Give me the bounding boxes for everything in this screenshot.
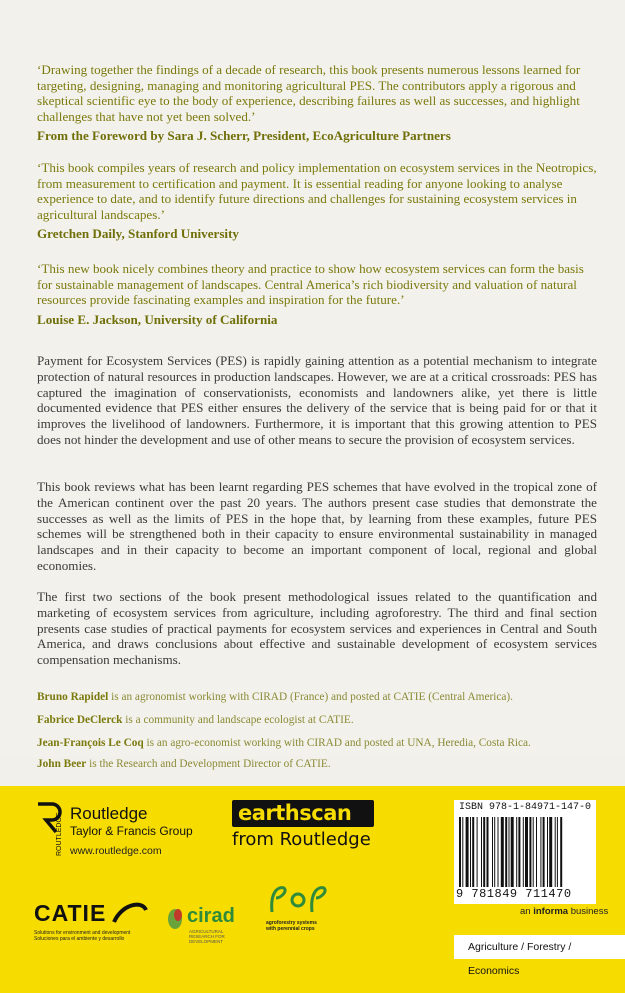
cirad-logo [165, 905, 235, 944]
cirad-leaf-icon [165, 905, 185, 931]
author-bio-3 [37, 736, 607, 750]
informa-tagline: an informa business [520, 906, 609, 917]
author-description: is an agronomist working with CIRAD (France) and posted at CATIE (Central America). [108, 691, 513, 703]
author-bio-4 [37, 757, 607, 771]
subject-category: Agriculture / Forestry / Economics [454, 935, 625, 959]
endorsement-quote-3 [37, 261, 597, 327]
author-name: Fabrice DeClerck [37, 714, 123, 726]
isbn-number: 9 781849 711470 [456, 887, 572, 901]
author-description: is the Research and Development Director of CATIE. [86, 758, 331, 770]
author-name: Jean-François Le Coq [37, 737, 144, 749]
quote-attribution: Louise E. Jackson, University of California [37, 311, 278, 327]
catie-logo [34, 900, 154, 960]
routledge-url[interactable]: www.routledge.com [70, 845, 162, 857]
routledge-group: Taylor & Francis Group [70, 824, 193, 838]
quote-text: ‘This new book nicely combines theory and practice to show how ecosystem services can form the basis for sustainable management of landscapes. Central America’s rich biodiversity and valuation of natural resources provide fascinating examples and inspiration for the future.’ [37, 261, 584, 308]
description-paragraph-2: This book reviews what has been learnt regarding PES schemes that have evolved in the tropical zone of the American continent over the past 20 years. The authors present case studies that demonstrate the successes as well as the limits of PES in the hope that, by learning from these examples, future PES schemes will be strengthened both in their capacity to ensure environmental sustainability in managed landscapes and in their capacity to become an important component of local, regional and global economies. [37, 479, 597, 573]
earthscan-subtitle: from Routledge [232, 829, 371, 850]
description-paragraph-3: The first two sections of the book present methodological issues related to the quantification and marketing of ecosystem services from agriculture, including agroforestry. The third and final section presents case studies of practical payments for ecosystem services and experiences in Central and South America, and draws conclusions about effective and sustainable development of ecosystem services compensation mechanisms. [37, 589, 597, 668]
author-name: Bruno Rapidel [37, 691, 109, 703]
routledge-wordmark [70, 804, 193, 839]
author-description: is a community and landscape ecologist at CATIE. [122, 714, 354, 726]
cirad-tagline: AGRICULTURAL RESEARCH FOR DEVELOPMENT [189, 929, 225, 944]
endorsement-quote-1 [37, 62, 597, 144]
informa-brand: informa [533, 906, 569, 917]
earthscan-logo [232, 800, 374, 856]
author-bio-2 [37, 713, 607, 727]
quote-text: ‘This book compiles years of research and policy implementation on ecosystem services in the Neotropics, from measurement to certification and payment. It is essential reading for anyone looking to analyse experience to date, and to identify future directions and challenges for sustaining ecosystem services in agricultural landscapes.’ [37, 160, 597, 222]
pcp-tagline: agroforestry systems with perennial crops [266, 920, 317, 932]
catie-tagline-en: Solutions for environment and development [34, 930, 131, 936]
pcp-logo [264, 882, 334, 942]
quote-attribution: From the Foreword by Sara J. Scherr, President, EcoAgriculture Partners [37, 128, 451, 144]
author-bio-1 [37, 690, 607, 704]
cirad-name: cirad [187, 905, 235, 927]
routledge-vertical-label: ROUTLEDGE [56, 812, 63, 856]
isbn-barcode-box [454, 800, 596, 904]
routledge-logo-icon [34, 800, 64, 860]
description-paragraph-1: Payment for Ecosystem Services (PES) is rapidly gaining attention as a potential mechanism to integrate protection of natural resources in production landscapes. However, we are at a critical crossroads: PES has captured the imagination of conservationists, economists and landowners alike, yet there is little documented evidence that PES either ensures the delivery of the service that is being paid for or that it improves the livelihood of landowners. Furthermore, it is important that this growing attention to PES does not hinder the development and use of other means to secure the provision of ecosystem services. [37, 353, 597, 447]
quote-attribution: Gretchen Daily, Stanford University [37, 226, 239, 242]
catie-swoosh-icon [112, 902, 148, 926]
routledge-name: Routledge [70, 804, 148, 823]
quote-text: ‘Drawing together the findings of a decade of research, this book presents numerous lessons learned for targeting, designing, managing and monitoring agricultural PES. The contributors apply a rigorous and skeptical scientific eye to the body of experience, describing failures as well as successes, and highlight challenges that have not yet been solved.’ [37, 62, 581, 124]
catie-tagline-es: Soluciones para el ambiente y desarrollo [34, 936, 125, 942]
catie-name: CATIE [34, 900, 107, 926]
earthscan-wordmark: earthscan [232, 800, 374, 827]
author-name: John Beer [37, 758, 87, 770]
barcode-icon [459, 817, 591, 887]
isbn-label: ISBN 978-1-84971-147-0 [459, 802, 592, 813]
endorsement-quote-2 [37, 160, 597, 242]
author-description: is an agro-economist working with CIRAD and posted at UNA, Heredia, Costa Rica. [143, 737, 531, 749]
pcp-leaf-icon [264, 882, 334, 918]
